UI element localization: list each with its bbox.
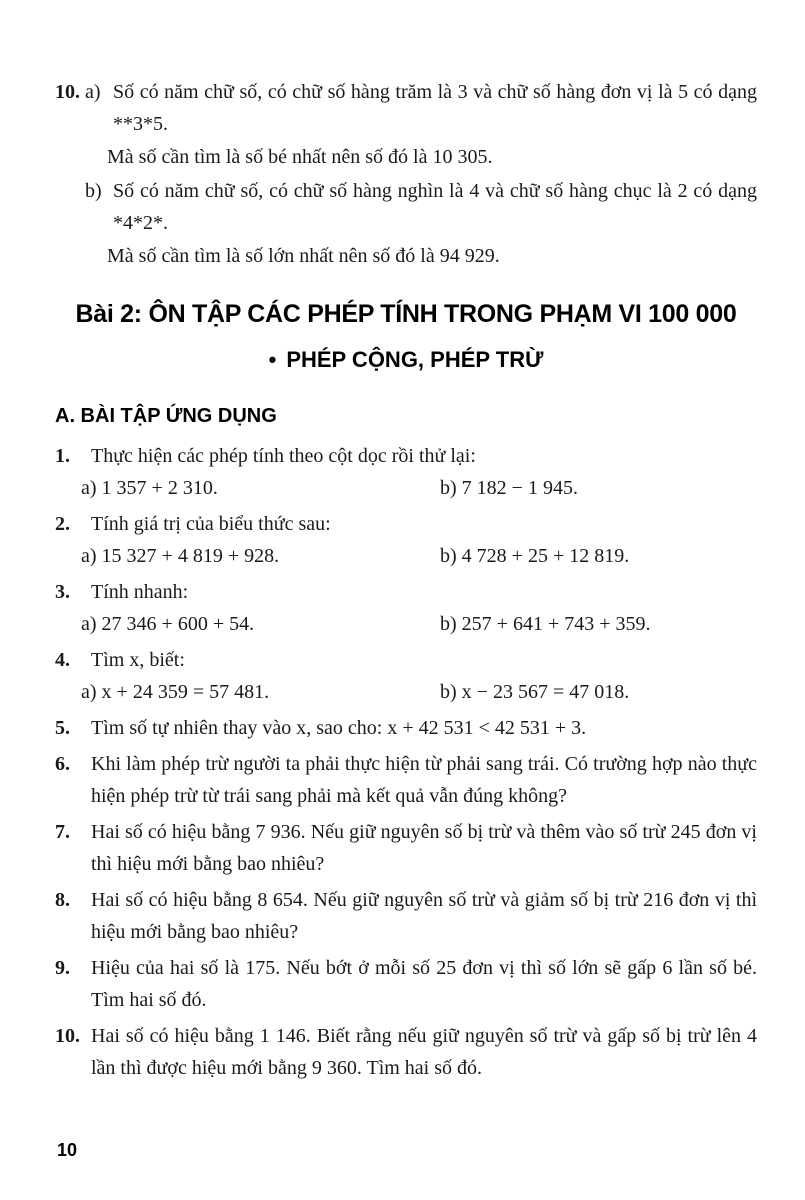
exercise-text: Tìm số tự nhiên thay vào x, sao cho: x + 42 531 < 42 531 + 3. (91, 717, 587, 739)
exercise-text: Hai số có hiệu bằng 1 146. Biết rằng nếu giữ nguyên số trừ và gấp số bị trừ lên 4 lần thì được hiệu mới bằng 9 360. Tìm hai số đó. (91, 1025, 757, 1079)
exercise-text: Tính nhanh: (91, 581, 189, 603)
solution-part-b (55, 175, 757, 239)
section-a-heading: A. BÀI TẬP ỨNG DỤNG (55, 405, 277, 427)
exercise-number: 4. (55, 649, 70, 671)
exercise-1-head (55, 440, 757, 472)
exercise-4 (55, 644, 757, 708)
exercise-4-parts (55, 676, 757, 708)
exercise-part-a: a) x + 24 359 = 57 481. (81, 681, 270, 703)
exercise-part-a: a) 15 327 + 4 819 + 928. (81, 545, 280, 567)
exercise-6 (55, 748, 757, 812)
page-number: 10 (57, 1140, 78, 1160)
exercise-part-b: b) 7 182 − 1 945. (440, 477, 578, 499)
exercise-5-head (55, 712, 757, 744)
exercise-text: Hiệu của hai số là 175. Nếu bớt ở mỗi số 25 đơn vị thì số lớn sẽ gấp 6 lần số bé. Tìm hai số đó. (91, 957, 757, 1011)
exercise-3 (55, 576, 757, 640)
exercise-number: 5. (55, 717, 70, 739)
exercise-text: Hai số có hiệu bằng 8 654. Nếu giữ nguyên số trừ và giảm số bị trừ 216 đơn vị thì hiệu mới bằng bao nhiêu? (91, 889, 757, 943)
exercise-6-head (55, 748, 757, 812)
solution-part-b-text: Số có năm chữ số, có chữ số hàng nghìn là 4 và chữ số hàng chục là 2 có dạng *4*2*. (113, 180, 757, 234)
lesson-subtitle (55, 344, 757, 376)
exercise-9 (55, 952, 757, 1016)
solution-item-10 (55, 76, 757, 272)
exercise-7 (55, 816, 757, 880)
exercise-text: Tính giá trị của biểu thức sau: (91, 513, 331, 535)
exercise-number: 2. (55, 513, 70, 535)
exercise-text: Hai số có hiệu bằng 7 936. Nếu giữ nguyên số bị trừ và thêm vào số trừ 245 đơn vị thì hiệu mới bằng bao nhiêu? (91, 821, 757, 875)
exercise-2-head (55, 508, 757, 540)
exercise-8 (55, 884, 757, 948)
exercise-3-parts (55, 608, 757, 640)
exercise-number: 8. (55, 889, 70, 911)
solution-part-a-label: a) (85, 81, 101, 103)
solution-part-a-note: Mà số cần tìm là số bé nhất nên số đó là 10 305. (107, 146, 493, 168)
exercise-part-a: a) 27 346 + 600 + 54. (81, 613, 255, 635)
exercise-number: 9. (55, 957, 70, 979)
exercise-1 (55, 440, 757, 504)
exercise-number: 3. (55, 581, 70, 603)
exercise-7-head (55, 816, 757, 880)
exercise-10-head (55, 1020, 757, 1084)
exercise-8-head (55, 884, 757, 948)
exercise-text: Tìm x, biết: (91, 649, 185, 671)
exercise-4-head (55, 644, 757, 676)
exercise-part-a: a) 1 357 + 2 310. (81, 477, 218, 499)
exercise-number: 1. (55, 445, 70, 467)
solution-part-b-note: Mà số cần tìm là số lớn nhất nên số đó là 94 929. (107, 245, 500, 267)
exercise-2 (55, 508, 757, 572)
lesson-subtitle-text: PHÉP CỘNG, PHÉP TRỪ (286, 347, 544, 372)
exercise-part-b: b) x − 23 567 = 47 018. (440, 681, 630, 703)
solution-number: 10. (55, 81, 80, 103)
solution-part-a-text: Số có năm chữ số, có chữ số hàng trăm là 3 và chữ số hàng đơn vị là 5 có dạng **3*5. (113, 81, 757, 135)
solution-number-spacer (55, 175, 85, 239)
solution-part-a (55, 76, 757, 140)
exercise-text: Khi làm phép trừ người ta phải thực hiện từ phải sang trái. Có trường hợp nào thực hiện phép trừ từ trái sang phải mà kết quả vẫn đúng không? (91, 753, 757, 807)
exercise-text: Thực hiện các phép tính theo cột dọc rồi thử lại: (91, 445, 476, 467)
solution-part-b-label: b) (85, 180, 102, 202)
exercise-1-parts (55, 472, 757, 504)
exercise-number: 6. (55, 753, 70, 775)
bullet-icon: • (268, 347, 277, 372)
exercise-number: 10. (55, 1025, 80, 1047)
exercise-part-b: b) 257 + 641 + 743 + 359. (440, 613, 651, 635)
exercise-number: 7. (55, 821, 70, 843)
exercise-part-b: b) 4 728 + 25 + 12 819. (440, 545, 630, 567)
exercise-2-parts (55, 540, 757, 572)
lesson-title: Bài 2: ÔN TẬP CÁC PHÉP TÍNH TRONG PHẠM VI 100 000 (75, 300, 737, 328)
exercise-5 (55, 712, 757, 744)
exercise-3-head (55, 576, 757, 608)
exercise-9-head (55, 952, 757, 1016)
exercise-10 (55, 1020, 757, 1084)
